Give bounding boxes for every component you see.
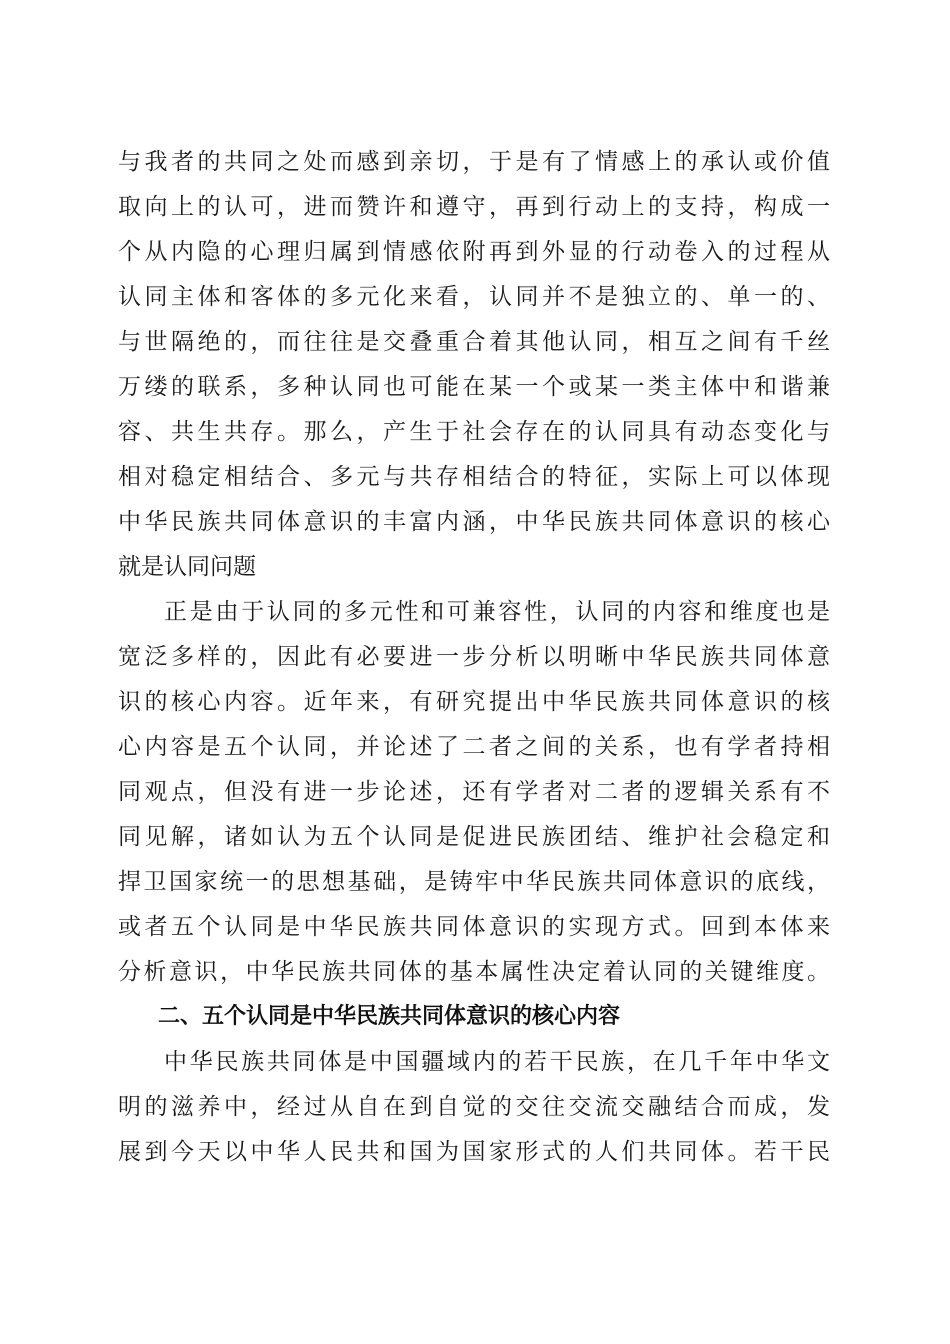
paragraph-1-line-8: 相对稳定相结合、多元与共存相结合的特征，实际上可以体现	[118, 464, 830, 490]
paragraph-2-line-4: 心内容是五个认同，并论述了二者之间的关系，也有学者持相	[118, 734, 830, 760]
paragraph-1-line-3: 个从内隐的心理归属到情感依附再到外显的行动卷入的过程从	[118, 239, 830, 265]
paragraph-1-line-1: 与我者的共同之处而感到亲切，于是有了情感上的承认或价值	[118, 149, 830, 175]
paragraph-2-line-2: 宽泛多样的，因此有必要进一步分析以明晰中华民族共同体意	[118, 644, 830, 670]
paragraph-3-line-2: 明的滋养中，经过从自在到自觉的交往交流交融结合而成，发	[118, 1094, 830, 1120]
paragraph-2-line-1: 正是由于认同的多元性和可兼容性，认同的内容和维度也是	[164, 599, 830, 625]
paragraph-1-line-7: 容、共生共存。那么，产生于社会存在的认同具有动态变化与	[118, 419, 830, 445]
paragraph-3-line-3: 展到今天以中华人民共和国为国家形式的人们共同体。若干民	[118, 1139, 830, 1165]
paragraph-2-line-8: 或者五个认同是中华民族共同体意识的实现方式。回到本体来	[118, 914, 830, 940]
paragraph-1-line-5: 与世隔绝的，而往往是交叠重合着其他认同，相互之间有千丝	[118, 329, 830, 355]
paragraph-2-line-5: 同观点，但没有进一步论述，还有学者对二者的逻辑关系有不	[118, 779, 830, 805]
paragraph-2-line-6: 同见解，诸如认为五个认同是促进民族团结、维护社会稳定和	[118, 824, 830, 850]
paragraph-3-line-1: 中华民族共同体是中国疆域内的若干民族，在几千年中华文	[164, 1049, 830, 1075]
paragraph-2-line-3: 识的核心内容。近年来，有研究提出中华民族共同体意识的核	[118, 689, 830, 715]
paragraph-1-line-4: 认同主体和客体的多元化来看，认同并不是独立的、单一的、	[118, 284, 830, 310]
paragraph-2-line-9: 分析意识，中华民族共同体的基本属性决定着认同的关键维度。	[118, 959, 830, 985]
paragraph-1-line-10: 就是认同问题	[118, 554, 256, 580]
paragraph-1-line-9: 中华民族共同体意识的丰富内涵，中华民族共同体意识的核心	[118, 509, 830, 535]
paragraph-1-line-2: 取向上的认可，进而赞许和遵守，再到行动上的支持，构成一	[118, 194, 830, 220]
section-heading: 二、五个认同是中华民族共同体意识的核心内容	[158, 1004, 621, 1029]
paragraph-2-line-7: 捍卫国家统一的思想基础，是铸牢中华民族共同体意识的底线，	[118, 869, 830, 895]
paragraph-1-line-6: 万缕的联系，多种认同也可能在某一个或某一类主体中和谐兼	[118, 374, 830, 400]
